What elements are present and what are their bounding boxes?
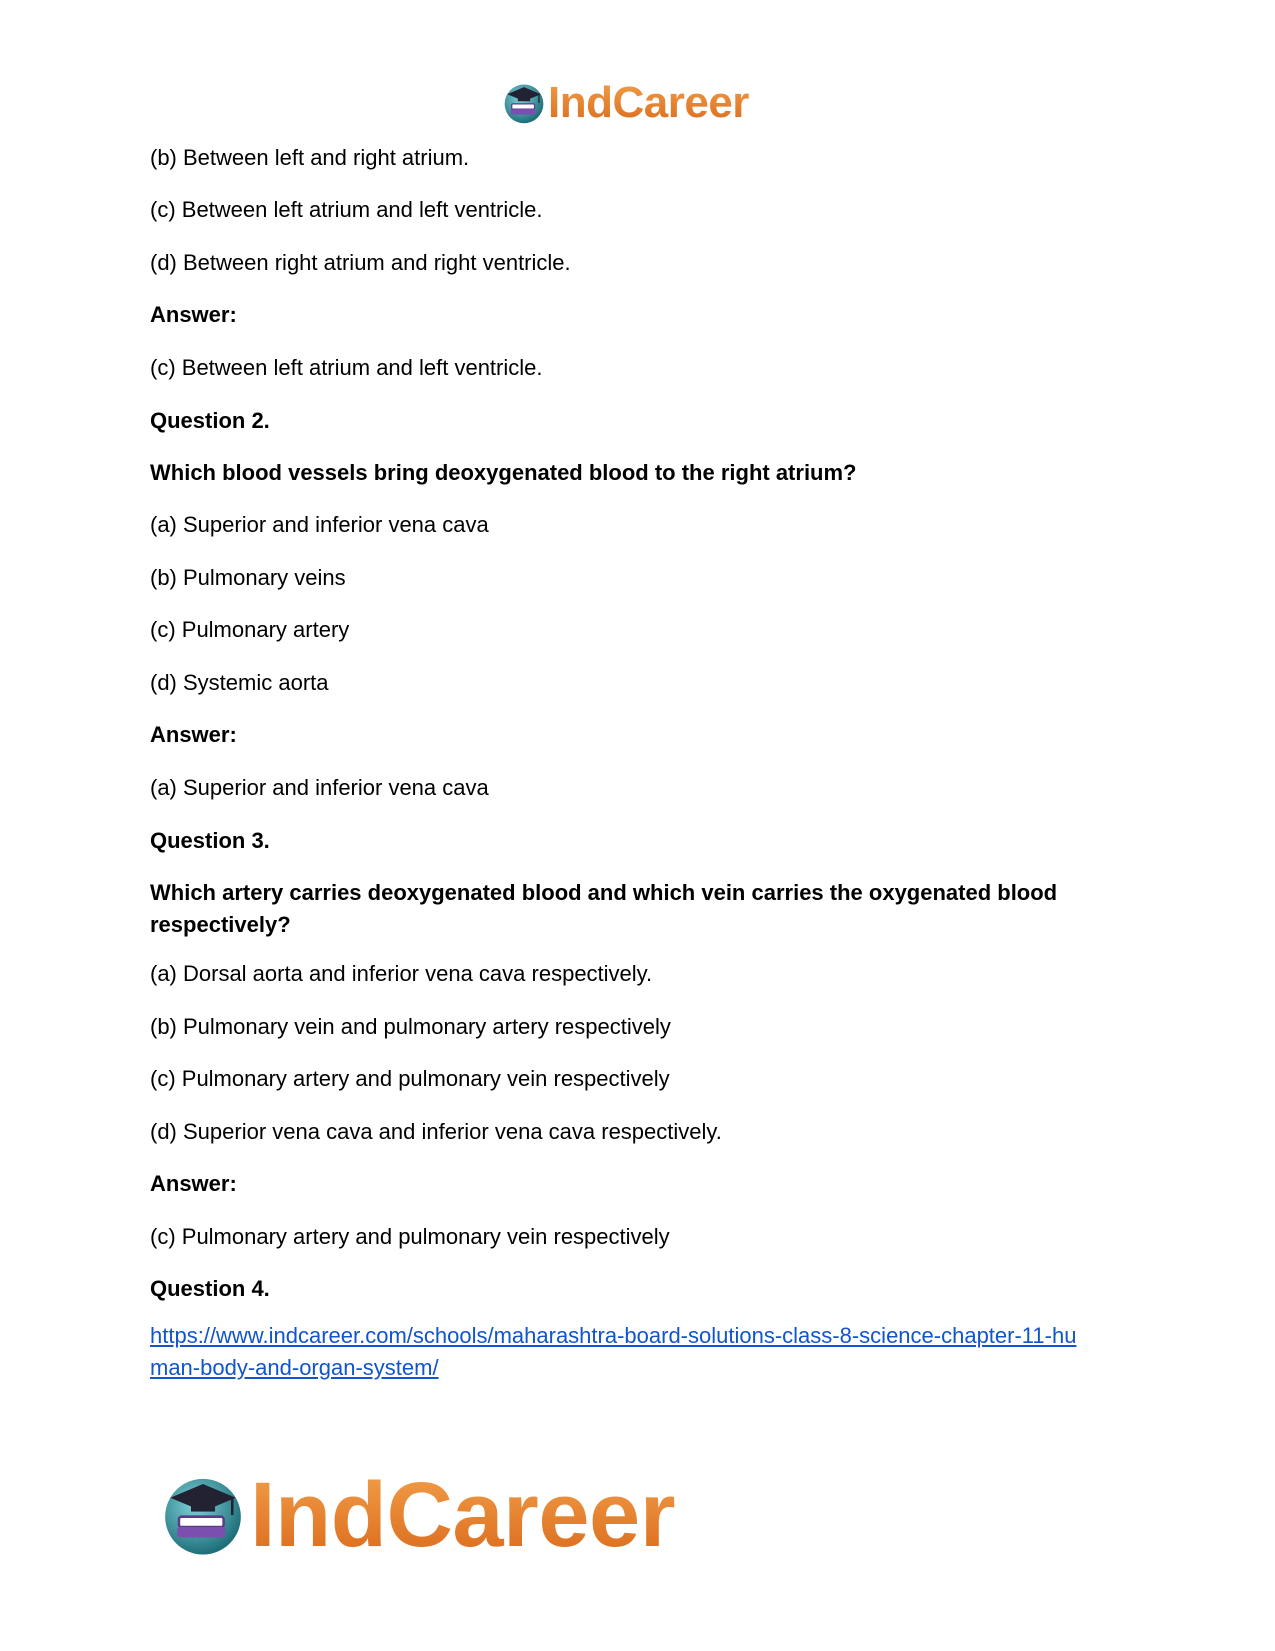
option-d: (d) Systemic aorta xyxy=(150,670,329,695)
question-heading: Question 2. xyxy=(150,408,270,433)
option-c: (c) Pulmonary artery xyxy=(150,617,350,642)
option-b: (b) Between left and right atrium. xyxy=(150,145,470,170)
option-c: (c) Pulmonary artery and pulmonary vein respectively xyxy=(150,1066,670,1091)
source-link-line-1[interactable]: https://www.indcareer.com/schools/maharashtra-board-solutions-class-8-science-chapter-11-hu xyxy=(150,1323,1077,1348)
option-a: (a) Dorsal aorta and inferior vena cava respectively. xyxy=(150,961,653,986)
answer-text: (c) Between left atrium and left ventricle. xyxy=(150,355,543,380)
answer-heading: Answer: xyxy=(150,1171,237,1196)
logo-text: IndCareer xyxy=(250,1464,675,1566)
answer-heading: Answer: xyxy=(150,302,237,327)
question-heading: Question 3. xyxy=(150,828,270,853)
option-b: (b) Pulmonary veins xyxy=(150,565,346,590)
answer-heading: Answer: xyxy=(150,722,237,747)
source-link-line-2[interactable]: man-body-and-organ-system/ xyxy=(150,1355,439,1380)
option-c: (c) Between left atrium and left ventricle. xyxy=(150,197,543,222)
answer-text: (a) Superior and inferior vena cava xyxy=(150,775,489,800)
option-a: (a) Superior and inferior vena cava xyxy=(150,512,489,537)
graduation-cap-book-globe-icon xyxy=(502,81,546,125)
option-d: (d) Superior vena cava and inferior vena cava respectively. xyxy=(150,1119,722,1144)
question-text: Which blood vessels bring deoxygenated blood to the right atrium? xyxy=(150,460,857,485)
source-link[interactable] xyxy=(150,1320,1076,1384)
logo-text: IndCareer xyxy=(548,78,749,127)
header-logo xyxy=(502,78,749,128)
question-text: Which artery carries deoxygenated blood and which vein carries the oxygenated blood respectively? xyxy=(150,880,1058,937)
answer-text: (c) Pulmonary artery and pulmonary vein respectively xyxy=(150,1224,670,1249)
option-b: (b) Pulmonary vein and pulmonary artery respectively xyxy=(150,1014,671,1039)
graduation-cap-book-globe-icon xyxy=(160,1472,246,1558)
footer-logo xyxy=(160,1465,675,1565)
question-heading: Question 4. xyxy=(150,1276,270,1301)
option-d: (d) Between right atrium and right ventricle. xyxy=(150,250,571,275)
